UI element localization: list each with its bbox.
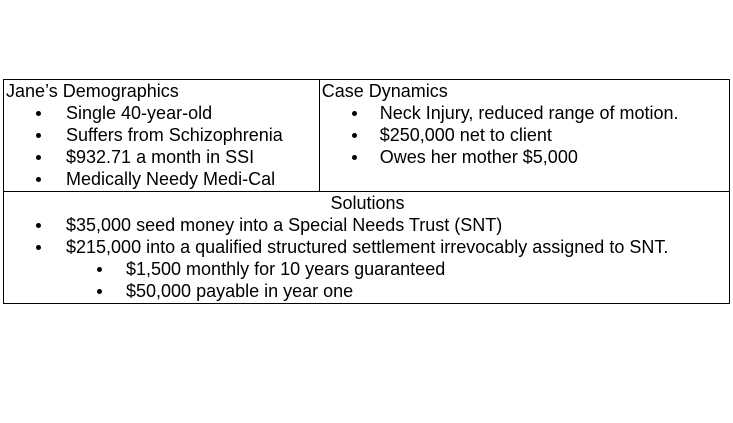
list-item-text: Owes her mother $5,000 bbox=[379, 147, 578, 167]
list-item bbox=[6, 168, 319, 190]
case-dynamics-cell bbox=[319, 80, 729, 192]
list-item-text: $1,500 monthly for 10 years guaranteed bbox=[126, 259, 446, 279]
solutions-heading: Solutions bbox=[330, 193, 405, 213]
bullet-icon bbox=[97, 267, 102, 272]
solutions-list bbox=[6, 214, 729, 258]
demographics-list bbox=[6, 102, 319, 190]
list-item-text: $50,000 payable in year one bbox=[126, 281, 354, 301]
bullet-icon bbox=[97, 289, 102, 294]
list-item bbox=[6, 214, 729, 236]
list-item-text: $35,000 seed money into a Special Needs Trust (SNT) bbox=[66, 215, 503, 235]
table-row bbox=[4, 192, 730, 304]
bullet-icon bbox=[352, 111, 357, 116]
bullet-icon bbox=[352, 133, 357, 138]
list-item bbox=[6, 280, 729, 302]
bullet-icon bbox=[36, 133, 41, 138]
case-dynamics-heading: Case Dynamics bbox=[321, 81, 448, 101]
list-item bbox=[322, 146, 729, 168]
list-item bbox=[322, 102, 729, 124]
list-item-text: Neck Injury, reduced range of motion. bbox=[379, 103, 679, 123]
bullet-icon bbox=[36, 177, 41, 182]
list-item bbox=[6, 258, 729, 280]
bullet-icon bbox=[36, 111, 41, 116]
bullet-icon bbox=[36, 155, 41, 160]
demographics-heading: Jane’s Demographics bbox=[6, 81, 179, 101]
list-item-text: $932.71 a month in SSI bbox=[66, 147, 255, 167]
list-item-text: Medically Needy Medi-Cal bbox=[66, 169, 276, 189]
list-item-text: Single 40-year-old bbox=[66, 103, 213, 123]
bullet-icon bbox=[36, 245, 41, 250]
list-item-text: Suffers from Schizophrenia bbox=[66, 125, 283, 145]
bullet-icon bbox=[352, 155, 357, 160]
list-item bbox=[6, 236, 729, 258]
list-item bbox=[322, 124, 729, 146]
bullet-icon bbox=[36, 223, 41, 228]
list-item-text: $250,000 net to client bbox=[379, 125, 552, 145]
case-dynamics-list bbox=[322, 102, 729, 168]
list-item-text: $215,000 into a qualified structured settlement irrevocably assigned to SNT. bbox=[66, 237, 669, 257]
demographics-cell bbox=[4, 80, 320, 192]
solutions-sub-list bbox=[6, 258, 729, 302]
list-item bbox=[6, 124, 319, 146]
solutions-cell bbox=[4, 192, 730, 304]
case-summary-table bbox=[3, 79, 730, 304]
table-row bbox=[4, 80, 730, 192]
list-item bbox=[6, 146, 319, 168]
list-item bbox=[6, 102, 319, 124]
